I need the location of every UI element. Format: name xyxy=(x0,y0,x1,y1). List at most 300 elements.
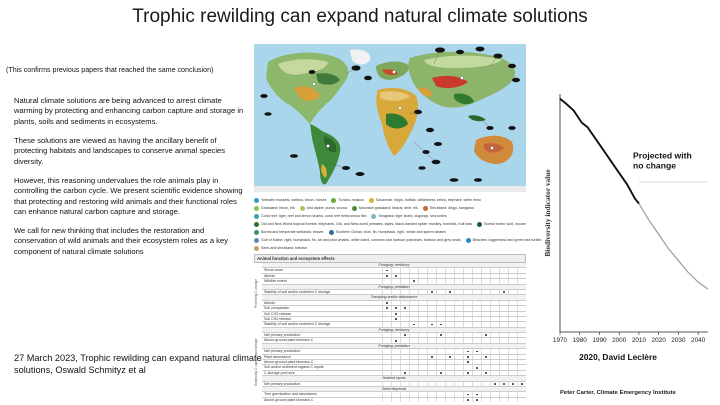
table-cell xyxy=(472,333,481,337)
table-cell xyxy=(472,398,481,402)
table-cell xyxy=(454,382,463,386)
table-cell xyxy=(391,349,400,353)
data-point xyxy=(607,155,608,156)
legend-swatch xyxy=(329,230,334,235)
table-cell xyxy=(418,360,427,364)
table-cell xyxy=(382,274,391,278)
table-row-label: Stability of soil and/or sediment C storage xyxy=(264,289,331,294)
table-cell xyxy=(472,274,481,278)
table-cell xyxy=(400,290,409,294)
table-cell xyxy=(472,371,481,375)
table-cell xyxy=(400,371,409,375)
table-cell xyxy=(400,382,409,386)
legend-row xyxy=(254,204,526,212)
table-cell xyxy=(418,355,427,359)
x-tick-label: 1990 xyxy=(592,337,607,344)
table-cell xyxy=(454,398,463,402)
table-cell xyxy=(391,392,400,396)
table-cell xyxy=(400,338,409,342)
table-cell xyxy=(463,398,472,402)
table-cell xyxy=(481,355,490,359)
table-cell xyxy=(454,365,463,369)
table-cell xyxy=(391,290,400,294)
table-row-label: C storage pool size xyxy=(264,370,295,375)
table-row-label: Tree germination and abundance xyxy=(264,392,317,397)
legend-label: Gulf of Maine: right, humpback, fin, sei and pilot whales, white sided, common and harbour porpoises, harbour and grey seals xyxy=(261,238,461,242)
legend-swatch xyxy=(254,198,259,203)
table-cell xyxy=(463,371,472,375)
slide-title: Trophic rewilding can expand natural climate solutions xyxy=(132,6,588,27)
table-cell xyxy=(490,268,499,272)
table-cell xyxy=(481,317,490,321)
legend-label: Grassland: bison, elk xyxy=(261,206,295,210)
table-row-label: Net primary production xyxy=(264,333,301,338)
table-cell xyxy=(472,382,481,386)
table-cell xyxy=(454,322,463,326)
table-cell xyxy=(427,349,436,353)
table-cell xyxy=(481,365,490,369)
table-cell xyxy=(382,349,391,353)
body-text xyxy=(14,96,246,266)
table-cell xyxy=(391,338,400,342)
table-cell xyxy=(418,306,427,310)
table-cell xyxy=(490,279,499,283)
legend-item xyxy=(371,214,446,219)
legend-label: Semi-arid shrubland: tortoise xyxy=(261,246,307,250)
table-cell xyxy=(472,290,481,294)
table-cell xyxy=(409,371,418,375)
table-cell xyxy=(445,392,454,396)
table-cell xyxy=(508,301,517,305)
table-cell xyxy=(436,360,445,364)
table-subheader-label: Nutrient inputs xyxy=(382,376,406,381)
table-cell xyxy=(427,317,436,321)
table-cell xyxy=(463,365,472,369)
table-cell xyxy=(490,360,499,364)
table-cell xyxy=(427,290,436,294)
table-cell xyxy=(400,306,409,310)
legend-row xyxy=(254,228,526,236)
data-point xyxy=(573,110,574,111)
table-cell xyxy=(499,360,508,364)
table-cell xyxy=(418,322,427,326)
table-cell xyxy=(409,338,418,342)
table-row-label: Above-ground plant biomass C xyxy=(264,360,314,365)
table-cell xyxy=(409,360,418,364)
world-map xyxy=(254,44,526,192)
table-subheader-label: Foraging: herbivory xyxy=(378,263,410,267)
table-cell xyxy=(454,306,463,310)
table-cell xyxy=(490,306,499,310)
legend-label: Old and New World tropical forests: elephants, Old- and New-world primates, tapirs, black-handed spider monkey, hornbills, fruit bats xyxy=(261,222,473,226)
table-cell xyxy=(508,355,517,359)
table-row-label: Soil CO2 release xyxy=(264,311,292,316)
legend-item xyxy=(254,206,295,211)
table-cell xyxy=(454,338,463,342)
table-subheader-label: Trampling and/or disturbance xyxy=(370,295,418,300)
table-cell xyxy=(436,290,445,294)
table-cell xyxy=(418,333,427,337)
table-cell xyxy=(400,365,409,369)
table-row-label: Above-ground plant biomass C xyxy=(264,397,314,402)
table-cell xyxy=(472,392,481,396)
legend-row xyxy=(254,196,526,204)
table-cell xyxy=(508,349,517,353)
table-cell xyxy=(445,333,454,337)
table-cell xyxy=(427,322,436,326)
table-cell xyxy=(391,398,400,402)
data-point xyxy=(626,184,627,185)
legend-item xyxy=(254,222,472,227)
table-cell xyxy=(409,301,418,305)
table-cell xyxy=(409,306,418,310)
table-subheader-label: Foraging: predation xyxy=(378,343,410,348)
table-cell xyxy=(409,322,418,326)
table-cell xyxy=(382,338,391,342)
table-cell xyxy=(445,312,454,316)
table-cell xyxy=(481,360,490,364)
table-cell xyxy=(427,274,436,278)
legend-swatch xyxy=(254,206,259,211)
table-cell xyxy=(508,392,517,396)
table-cell xyxy=(382,382,391,386)
table-cell xyxy=(463,360,472,364)
table-cell xyxy=(400,360,409,364)
table-cell xyxy=(508,382,517,386)
table-cell xyxy=(382,312,391,316)
table-cell xyxy=(445,371,454,375)
table-cell xyxy=(409,382,418,386)
table-cell xyxy=(499,301,508,305)
table-cell xyxy=(382,333,391,337)
data-point xyxy=(617,170,618,171)
table-cell xyxy=(436,392,445,396)
table-cell xyxy=(454,290,463,294)
table-cell xyxy=(463,268,472,272)
table-cell xyxy=(409,268,418,272)
table-cell xyxy=(427,382,436,386)
footer-credit: Peter Carter, Climate Emergency Institute xyxy=(560,390,676,396)
table-cell xyxy=(517,382,526,386)
table-cell xyxy=(490,317,499,321)
table-cell xyxy=(463,338,472,342)
table-cell xyxy=(436,306,445,310)
table-cell xyxy=(409,392,418,396)
table-cell xyxy=(436,312,445,316)
table-cell xyxy=(517,306,526,310)
table-cell xyxy=(463,279,472,283)
table-cell xyxy=(517,371,526,375)
table-cell xyxy=(382,365,391,369)
table-cell xyxy=(418,312,427,316)
projection-line xyxy=(639,204,708,290)
table-cell xyxy=(382,306,391,310)
table-cell xyxy=(499,398,508,402)
table-cell xyxy=(481,279,490,283)
table-cell xyxy=(472,268,481,272)
table-cell xyxy=(490,365,499,369)
table-cell xyxy=(400,349,409,353)
table-cell xyxy=(481,371,490,375)
history-line xyxy=(560,99,639,204)
table-cell xyxy=(499,371,508,375)
table-row-label: Soil compaction xyxy=(264,306,290,311)
table-row-label: Net primary production xyxy=(264,381,301,386)
legend-label: Mountain grassland: bharal, deer, elk xyxy=(358,206,418,210)
table-cell xyxy=(490,290,499,294)
legend-swatch xyxy=(254,238,259,243)
table-cell xyxy=(508,274,517,278)
chart-author: 2020, David Leclère xyxy=(579,352,657,362)
x-tick-label: 2010 xyxy=(631,337,647,344)
table-cell xyxy=(517,398,526,402)
table-cell xyxy=(445,382,454,386)
legend-row xyxy=(254,244,526,252)
table-row-label: Stability of soil and/or sediment C storage xyxy=(264,322,331,327)
table-cell xyxy=(490,322,499,326)
table-cell xyxy=(517,355,526,359)
table-cell xyxy=(499,268,508,272)
data-point xyxy=(581,122,582,123)
table-row-label: Plant abundance xyxy=(264,354,291,359)
table-cell xyxy=(400,279,409,283)
table-cell xyxy=(472,306,481,310)
table-cell xyxy=(436,268,445,272)
table-cell xyxy=(463,312,472,316)
table-cell xyxy=(391,365,400,369)
table-cell xyxy=(436,365,445,369)
table-cell xyxy=(490,274,499,278)
legend-item xyxy=(254,198,326,203)
table-cell xyxy=(436,338,445,342)
legend-row xyxy=(254,236,542,244)
table-cell xyxy=(499,279,508,283)
legend-swatch xyxy=(300,206,305,211)
table-cell xyxy=(490,349,499,353)
table-cell xyxy=(508,360,517,364)
table-cell xyxy=(382,371,391,375)
table-cell xyxy=(517,268,526,272)
table-cell xyxy=(427,355,436,359)
table-cell xyxy=(472,355,481,359)
table-cell xyxy=(499,365,508,369)
table-cell xyxy=(409,398,418,402)
table-cell xyxy=(400,274,409,278)
table-cell xyxy=(517,338,526,342)
legend-swatch xyxy=(477,222,482,227)
table-cell xyxy=(409,355,418,359)
legend-label: Savannah: hippo, buffalo, wildebeest, zebra, elephant, white rhino xyxy=(376,198,481,202)
table-cell xyxy=(454,312,463,316)
table-cell xyxy=(418,274,427,278)
table-cell xyxy=(382,317,391,321)
table-cell xyxy=(436,317,445,321)
legend-swatch xyxy=(466,238,471,243)
legend-swatch xyxy=(369,198,374,203)
table-cell xyxy=(382,322,391,326)
table-cell xyxy=(472,312,481,316)
legend-item xyxy=(254,214,366,219)
table-row-label: Net primary production xyxy=(264,349,301,354)
table-cell xyxy=(400,322,409,326)
table-cell xyxy=(427,279,436,283)
table-cell xyxy=(409,349,418,353)
table-cell xyxy=(391,279,400,283)
table-cell xyxy=(391,333,400,337)
table-cell xyxy=(499,355,508,359)
legend-swatch xyxy=(254,222,259,227)
table-cell xyxy=(427,398,436,402)
table-cell xyxy=(445,365,454,369)
legend-item xyxy=(369,198,481,203)
legend-label: Tundra, muskox xyxy=(338,198,365,202)
table-row-label: Wildfire extent xyxy=(264,279,287,284)
table-cell xyxy=(481,349,490,353)
table-cell xyxy=(409,279,418,283)
legend-label: Arid alpine: puma, vicuna xyxy=(306,206,347,210)
table-cell xyxy=(445,355,454,359)
data-point xyxy=(597,141,598,142)
table-cell xyxy=(427,360,436,364)
table-cell xyxy=(481,392,490,396)
table-cell xyxy=(499,333,508,337)
legend-label: Yellowfin mussels, caribou, bison, horses xyxy=(261,198,327,202)
legend-swatch xyxy=(371,214,376,219)
table-cell xyxy=(472,322,481,326)
confirmation-note: (This confirms previous papers that reached the same conclusion) xyxy=(6,66,214,74)
function-table xyxy=(254,254,526,402)
table-cell xyxy=(481,333,490,337)
table-cell xyxy=(454,392,463,396)
legend-item xyxy=(423,206,474,211)
table-cell xyxy=(445,306,454,310)
table-cell xyxy=(409,317,418,321)
table-cell xyxy=(454,349,463,353)
x-tick-label: 2030 xyxy=(671,337,686,344)
annotation-label: Projected with no change xyxy=(633,150,692,171)
table-cell xyxy=(463,290,472,294)
table-cell xyxy=(517,301,526,305)
table-cell xyxy=(445,279,454,283)
table-cell xyxy=(382,398,391,402)
table-cell xyxy=(472,279,481,283)
citation: 27 March 2023, Trophic rewilding can expand natural climate solutions, Oswald Schmityz et al xyxy=(14,353,262,376)
table-cell xyxy=(463,317,472,321)
table-cell xyxy=(445,268,454,272)
table-cell xyxy=(418,371,427,375)
table-cell xyxy=(445,338,454,342)
legend-row xyxy=(254,212,526,220)
table-cell xyxy=(499,382,508,386)
table-cell xyxy=(508,317,517,321)
table-cell xyxy=(436,274,445,278)
table-cell xyxy=(517,322,526,326)
table-row-label: Albedo xyxy=(264,300,276,305)
table-cell xyxy=(517,333,526,337)
table-row-label: Above-ground plant biomass C xyxy=(264,338,314,343)
table-cell xyxy=(418,349,427,353)
table-cell xyxy=(454,274,463,278)
table-cell xyxy=(472,317,481,321)
table-cell xyxy=(400,392,409,396)
table-cell xyxy=(517,317,526,321)
table-cell xyxy=(418,290,427,294)
world-map-figure xyxy=(254,44,526,192)
table-cell xyxy=(517,279,526,283)
table-cell xyxy=(517,312,526,316)
table-cell xyxy=(481,301,490,305)
table-cell xyxy=(409,365,418,369)
x-tick-label: 2000 xyxy=(612,337,627,344)
table-cell xyxy=(445,349,454,353)
table-subheader-label: Seed dispersal xyxy=(382,386,406,391)
map-legend xyxy=(254,196,542,252)
table-cell xyxy=(490,355,499,359)
table-cell xyxy=(427,338,436,342)
table-side-label-top: Protecting C storage xyxy=(254,278,258,308)
table-cell xyxy=(472,301,481,305)
table-cell xyxy=(427,371,436,375)
table-cell xyxy=(463,322,472,326)
table-cell xyxy=(445,398,454,402)
paragraph-4: We call for new thinking that includes the restoration and conservation of wild animals and their ecosystem roles as a key component of natural climate solutions xyxy=(14,226,228,256)
data-point xyxy=(559,98,560,99)
paragraph-1: Natural climate solutions are being advanced to arrest climate warming by protecting and enhancing carbon capture and storage in plants, soils and sediments in ecosystems. xyxy=(14,96,244,126)
table-cell xyxy=(400,301,409,305)
table-cell xyxy=(508,306,517,310)
legend-swatch xyxy=(254,214,259,219)
table-cell xyxy=(472,349,481,353)
table-cell xyxy=(481,382,490,386)
table-cell xyxy=(517,349,526,353)
legend-label: Southern Ocean: blue, fin, humpback, right, minke and sperm whales xyxy=(335,230,446,234)
table-cell xyxy=(391,322,400,326)
table-cell xyxy=(481,268,490,272)
table-cell xyxy=(481,398,490,402)
legend-item xyxy=(331,198,364,203)
table-cell xyxy=(454,317,463,321)
table-cell xyxy=(481,274,490,278)
table-cell xyxy=(463,382,472,386)
table-cell xyxy=(409,290,418,294)
table-cell xyxy=(445,274,454,278)
table-cell xyxy=(517,360,526,364)
table-cell xyxy=(490,333,499,337)
table-cell xyxy=(472,360,481,364)
legend-row xyxy=(254,220,526,228)
table-cell xyxy=(427,301,436,305)
table-cell xyxy=(463,301,472,305)
table-cell xyxy=(472,365,481,369)
table-cell xyxy=(463,392,472,396)
legend-label: Boreal forest: wolf, moose xyxy=(484,222,526,226)
table-cell xyxy=(445,301,454,305)
biodiversity-chart xyxy=(540,90,715,352)
legend-swatch xyxy=(254,230,259,235)
table-cell xyxy=(427,306,436,310)
table-cell xyxy=(508,312,517,316)
table-caption: Animal function and ecosystem effects xyxy=(254,254,526,263)
table-cell xyxy=(400,317,409,321)
table-cell xyxy=(517,392,526,396)
table-cell xyxy=(508,338,517,342)
table-cell xyxy=(490,382,499,386)
paragraph-3: However, this reasoning undervalues the role animals play in controlling the carbon cycle. We present scientific evidence showing that protecting and restoring wild animals and their functional roles can enhance natural carbon capture and storage. xyxy=(14,175,243,216)
table-cell xyxy=(508,365,517,369)
legend-label: Beaches: loggerhead and green sea turtles xyxy=(472,238,542,242)
legend-item xyxy=(477,222,526,227)
table-cell xyxy=(454,360,463,364)
